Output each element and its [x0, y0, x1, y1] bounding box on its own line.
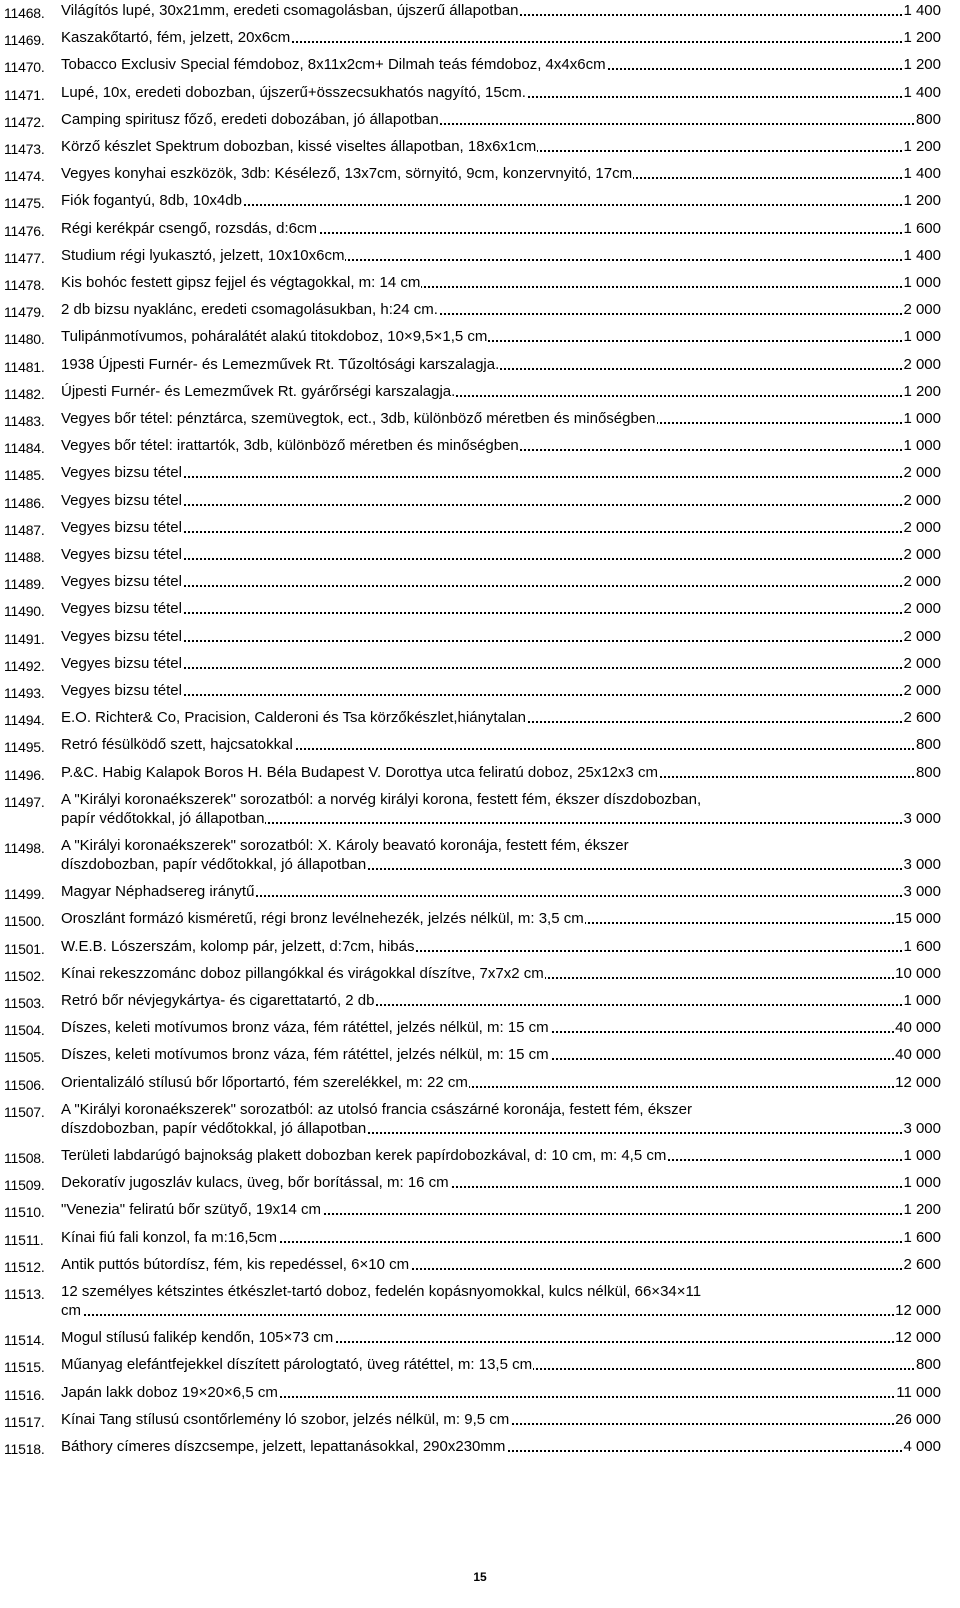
item-description — [61, 382, 941, 401]
item-description — [61, 1045, 941, 1064]
item-text: 2 db bizsu nyaklánc, eredeti csomagolásukban, h:24 cm. — [61, 301, 438, 319]
item-number: 11483. — [4, 413, 45, 429]
item-description — [61, 137, 941, 156]
item-number: 11487. — [4, 521, 45, 538]
item-number: 11494. — [4, 712, 45, 729]
item-description — [61, 1383, 941, 1402]
item-price: 2 000 — [903, 491, 941, 509]
item-description — [61, 1437, 941, 1456]
item-text: Retró fésülködő szett, hajcsatokkal — [61, 736, 293, 754]
item-number: 11473. — [4, 141, 45, 157]
item-price: 3 000 — [903, 883, 941, 901]
item-price: 800 — [915, 110, 941, 128]
item-number: 11509. — [4, 1177, 45, 1194]
item-description — [61, 735, 941, 754]
item-text: Vegyes bizsu tétel — [61, 627, 182, 645]
item-price: 1 000 — [903, 992, 941, 1009]
item-price: 3 000 — [903, 856, 941, 873]
item-description — [61, 491, 941, 510]
item-number: 11476. — [4, 222, 45, 239]
item-text: Báthory címeres díszcsempe, jelzett, lepattanásokkal, 290x230mm — [61, 1438, 506, 1455]
item-price: 1 600 — [903, 1228, 941, 1246]
item-description — [61, 909, 941, 928]
item-number: 11486. — [4, 494, 45, 511]
item-text: Vegyes bizsu tétel — [61, 546, 182, 563]
item-description — [61, 1355, 941, 1374]
item-text: Camping spiritusz főző, eredeti dobozában, jó állapotban — [61, 110, 439, 128]
item-description — [61, 246, 941, 265]
item-price: 1 600 — [903, 219, 941, 237]
item-description — [61, 164, 941, 183]
item-number: 11510. — [4, 1204, 45, 1221]
item-text: Világítós lupé, 30x21mm, eredeti csomagolásban, újszerű állapotban — [61, 2, 519, 19]
item-number: 11517. — [4, 1413, 45, 1430]
item-number: 11513. — [4, 1286, 45, 1302]
item-text: Kaszakőtartó, fém, jelzett, 20x6cm — [61, 29, 291, 47]
item-price: 4 000 — [903, 1438, 941, 1455]
item-text: Vegyes bizsu tétel — [61, 573, 182, 591]
item-number: 11504. — [4, 1022, 45, 1039]
item-description — [61, 1328, 941, 1347]
item-text: Kínai Tang stílusú csontőrlemény ló szobor, jelzés nélkül, m: 9,5 cm — [61, 1410, 510, 1428]
item-text: "Venezia" feliratú bőr szütyő, 19x14 cm — [61, 1201, 321, 1219]
item-text: Régi kerékpár csengő, rozsdás, d:6cm — [61, 219, 317, 237]
item-price: 10 000 — [895, 964, 941, 982]
item-description — [61, 1146, 941, 1165]
item-number: 11489. — [4, 576, 45, 593]
item-description — [61, 991, 941, 1010]
item-description — [61, 545, 941, 564]
item-text: Mogul stílusú falikép kendőn, 105×73 cm — [61, 1329, 334, 1347]
item-text: cm — [61, 1302, 81, 1319]
item-text: A "Királyi koronaékszerek" sorozatból: az utolsó francia császárné koronája, festett fém, ékszer — [61, 1100, 692, 1118]
item-number: 11507. — [4, 1103, 45, 1120]
item-price: 1 000 — [903, 437, 941, 455]
item-number: 11493. — [4, 685, 45, 701]
item-number: 11496. — [4, 766, 45, 783]
item-text: díszdobozban, papír védőtokkal, jó állapotban — [61, 1119, 367, 1137]
item-number: 11468. — [4, 5, 45, 21]
item-price: 1 200 — [903, 56, 941, 74]
item-description — [61, 681, 941, 700]
item-text: Fiók fogantyú, 8db, 10x4db — [61, 192, 242, 210]
item-price: 2 000 — [903, 546, 941, 563]
item-number: 11502. — [4, 967, 45, 984]
item-text: Kínai rekeszzománc doboz pillangókkal és virágokkal díszítve, 7x7x2 cm — [61, 964, 544, 982]
item-number: 11511. — [4, 1231, 44, 1248]
item-text: Lupé, 10x, eredeti dobozban, újszerű+összecsukhatós nagyító, 15cm. — [61, 83, 526, 101]
item-number: 11499. — [4, 886, 45, 903]
item-price: 1 200 — [903, 29, 941, 47]
item-text: 1938 Újpesti Furnér- és Lemezművek Rt. Tűzoltósági karszalagja. — [61, 355, 500, 373]
item-price: 15 000 — [895, 910, 941, 928]
item-description — [61, 937, 941, 956]
item-number: 11482. — [4, 385, 45, 402]
item-text: Műanyag elefántfejekkel díszített párologtató, üveg rátéttel, m: 13,5 cm — [61, 1356, 533, 1374]
item-price: 2 000 — [903, 627, 941, 645]
item-price: 3 000 — [903, 1119, 941, 1137]
item-price: 40 000 — [895, 1046, 941, 1064]
item-price: 1 000 — [903, 328, 941, 346]
item-number: 11503. — [4, 995, 45, 1011]
item-description — [61, 1018, 941, 1037]
item-text: Vegyes bőr tétel: irattartók, 3db, különböző méretben és minőségben — [61, 437, 519, 455]
item-text: Tobacco Exclusiv Special fémdoboz, 8x11x2cm+ Dilmah teás fémdoboz, 4x4x6cm — [61, 56, 606, 74]
item-number: 11469. — [4, 32, 45, 49]
item-text: Díszes, keleti motívumos bronz váza, fém rátéttel, jelzés nélkül, m: 15 cm — [61, 1019, 549, 1037]
item-description — [61, 1173, 941, 1192]
item-description — [61, 572, 941, 591]
item-price: 12 000 — [895, 1302, 941, 1319]
item-description — [61, 1228, 941, 1247]
item-price: 1 200 — [903, 192, 941, 210]
item-description — [61, 627, 941, 646]
item-number: 11478. — [4, 277, 45, 293]
item-price: 40 000 — [895, 1019, 941, 1037]
item-number: 11474. — [4, 168, 45, 185]
item-description — [61, 882, 941, 901]
item-number: 11514. — [4, 1332, 45, 1349]
item-description — [61, 273, 941, 292]
item-number: 11497. — [4, 793, 45, 810]
item-number: 11490. — [4, 603, 45, 620]
item-description — [61, 300, 941, 319]
item-text: Retró bőr névjegykártya- és cigarettatartó, 2 db — [61, 992, 375, 1009]
item-description — [61, 55, 941, 74]
item-number: 11475. — [4, 195, 45, 212]
item-price: 2 600 — [903, 709, 941, 727]
item-text: A "Királyi koronaékszerek" sorozatból: a norvég királyi korona, festett fém, ékszer díszdobozban, — [61, 790, 702, 808]
item-description — [61, 599, 941, 618]
item-text: P.&C. Habig Kalapok Boros H. Béla Budapest V. Dorottya utca feliratú doboz, 25x12x3 cm — [61, 763, 659, 781]
item-text: Vegyes bizsu tétel — [61, 654, 182, 672]
item-number: 11506. — [4, 1076, 45, 1093]
item-price: 1 000 — [903, 410, 941, 427]
item-number: 11484. — [4, 440, 45, 457]
item-text: W.E.B. Lószerszám, kolomp pár, jelzett, d:7cm, hibás — [61, 937, 415, 955]
item-text: Antik puttós bútordísz, fém, kis repedéssel, 6×10 cm — [61, 1255, 410, 1273]
item-text: E.O. Richter& Co, Pracision, Calderoni és Tsa körzőkészlet,hiánytalan — [61, 709, 526, 727]
item-price: 12 000 — [895, 1073, 941, 1091]
item-price: 1 200 — [903, 1201, 941, 1219]
item-number: 11515. — [4, 1359, 45, 1376]
item-description — [61, 83, 941, 102]
item-description — [61, 110, 941, 129]
item-text: Japán lakk doboz 19×20×6,5 cm — [61, 1383, 278, 1401]
item-number: 11480. — [4, 331, 45, 348]
item-description — [61, 1100, 941, 1138]
item-description — [61, 1282, 941, 1320]
item-description — [61, 964, 941, 983]
item-text: 12 személyes kétszintes étkészlet-tartó doboz, fedelén kopásnyomokkal, kulcs nélkül, 66×34×11 — [61, 1283, 702, 1300]
item-number: 11485. — [4, 467, 45, 484]
item-price: 1 200 — [903, 382, 941, 400]
item-text: Vegyes bizsu tétel — [61, 464, 182, 482]
item-price: 1 600 — [903, 937, 941, 955]
item-price: 1 000 — [903, 1174, 941, 1192]
item-description — [61, 409, 941, 428]
item-text: Körző készlet Spektrum dobozban, kissé viseltes állapotban, 18x6x1cm — [61, 138, 537, 155]
item-text: Vegyes bizsu tétel — [61, 491, 182, 509]
item-price: 1 200 — [903, 138, 941, 155]
item-description — [61, 219, 941, 238]
item-price: 2 000 — [903, 682, 941, 699]
item-price: 26 000 — [895, 1410, 941, 1428]
item-number: 11481. — [4, 358, 45, 375]
item-price: 1 400 — [903, 2, 941, 19]
item-number: 11508. — [4, 1150, 45, 1166]
item-description — [61, 518, 941, 537]
item-text: Újpesti Furnér- és Lemezművek Rt. gyárőrségi karszalagja. — [61, 382, 456, 400]
item-description — [61, 1, 941, 20]
item-number: 11477. — [4, 249, 45, 266]
item-text: Magyar Néphadsereg iránytű — [61, 883, 255, 901]
item-description — [61, 790, 941, 828]
item-text: Területi labdarúgó bajnokság plakett dobozban kerek papírdobozkával, d: 10 cm, m: 4,5 cm — [61, 1147, 667, 1164]
item-number: 11501. — [4, 940, 45, 957]
item-text: papír védőtokkal, jó állapotban — [61, 809, 265, 827]
item-price: 1 000 — [903, 1147, 941, 1164]
item-text: Studium régi lyukasztó, jelzett, 10x10x6cm — [61, 246, 345, 264]
item-text: Tulipánmotívumos, poháralátét alakú titokdoboz, 10×9,5×1,5 cm — [61, 328, 488, 346]
page-number: 15 — [473, 1570, 487, 1584]
item-description — [61, 436, 941, 455]
item-text: Díszes, keleti motívumos bronz váza, fém rátéttel, jelzés nélkül, m: 15 cm — [61, 1046, 549, 1064]
item-price: 800 — [915, 1356, 941, 1374]
item-price: 2 000 — [903, 301, 941, 319]
item-number: 11495. — [4, 739, 45, 756]
item-price: 2 600 — [903, 1255, 941, 1273]
item-number: 11500. — [4, 913, 45, 930]
item-text: Kínai fiú fali konzol, fa m:16,5cm — [61, 1228, 277, 1246]
item-description — [61, 355, 941, 374]
item-price: 2 000 — [903, 600, 941, 618]
item-price: 1 400 — [903, 246, 941, 264]
item-description — [61, 763, 941, 782]
item-number: 11516. — [4, 1386, 45, 1403]
item-price: 2 000 — [903, 518, 941, 536]
item-number: 11492. — [4, 657, 45, 674]
item-description — [61, 708, 941, 727]
item-description — [61, 1200, 941, 1219]
item-price: 800 — [915, 763, 941, 781]
item-text: Orientalizáló stílusú bőr lőportartó, fém szerelékkel, m: 22 cm — [61, 1073, 468, 1091]
item-text: Dekoratív jugoszláv kulacs, üveg, bőr borítással, m: 16 cm — [61, 1174, 449, 1192]
item-price: 2 000 — [903, 654, 941, 672]
item-description — [61, 1410, 941, 1429]
item-price: 2 000 — [903, 355, 941, 373]
item-number: 11512. — [4, 1258, 45, 1275]
item-price: 3 000 — [903, 809, 941, 827]
item-number: 11472. — [4, 113, 45, 130]
item-text: Vegyes konyhai eszközök, 3db: Késélező, 13x7cm, sörnyitó, 9cm, konzervnyitó, 17cm — [61, 165, 633, 183]
item-description — [61, 1255, 941, 1274]
item-number: 11518. — [4, 1441, 45, 1457]
item-text: díszdobozban, papír védőtokkal, jó állapotban — [61, 856, 367, 873]
item-number: 11471. — [4, 86, 45, 103]
item-number: 11488. — [4, 549, 45, 565]
item-number: 11498. — [4, 840, 45, 856]
item-text: Vegyes bizsu tétel — [61, 600, 182, 618]
item-description — [61, 191, 941, 210]
item-description — [61, 28, 941, 47]
item-number: 11470. — [4, 59, 45, 76]
item-text: A "Királyi koronaékszerek" sorozatból: X. Károly beavató koronája, festett fém, ékszer — [61, 837, 629, 854]
item-text: Vegyes bőr tétel: pénztárca, szemüvegtok, ect., 3db, különböző méretben és minőségben — [61, 410, 656, 427]
item-price: 11 000 — [896, 1383, 941, 1401]
item-text: Vegyes bizsu tétel — [61, 518, 182, 536]
item-number: 11479. — [4, 304, 45, 321]
item-description — [61, 654, 941, 673]
item-price: 1 400 — [903, 83, 941, 101]
item-price: 12 000 — [895, 1329, 941, 1347]
item-number: 11505. — [4, 1049, 45, 1066]
item-description — [61, 327, 941, 346]
item-description — [61, 463, 941, 482]
item-number: 11491. — [4, 630, 45, 647]
item-price: 2 000 — [903, 464, 941, 482]
item-description — [61, 1073, 941, 1092]
item-text: Vegyes bizsu tétel — [61, 682, 182, 699]
item-price: 1 400 — [903, 165, 941, 183]
item-text: Kis bohóc festett gipsz fejjel és végtagokkal, m: 14 cm — [61, 274, 421, 291]
item-description — [61, 836, 941, 874]
item-price: 2 000 — [903, 573, 941, 591]
item-price: 1 000 — [903, 274, 941, 291]
item-text: Oroszlánt formázó kisméretű, régi bronz levélnehezék, jelzés nélkül, m: 3,5 cm — [61, 910, 584, 928]
item-price: 800 — [915, 736, 941, 754]
